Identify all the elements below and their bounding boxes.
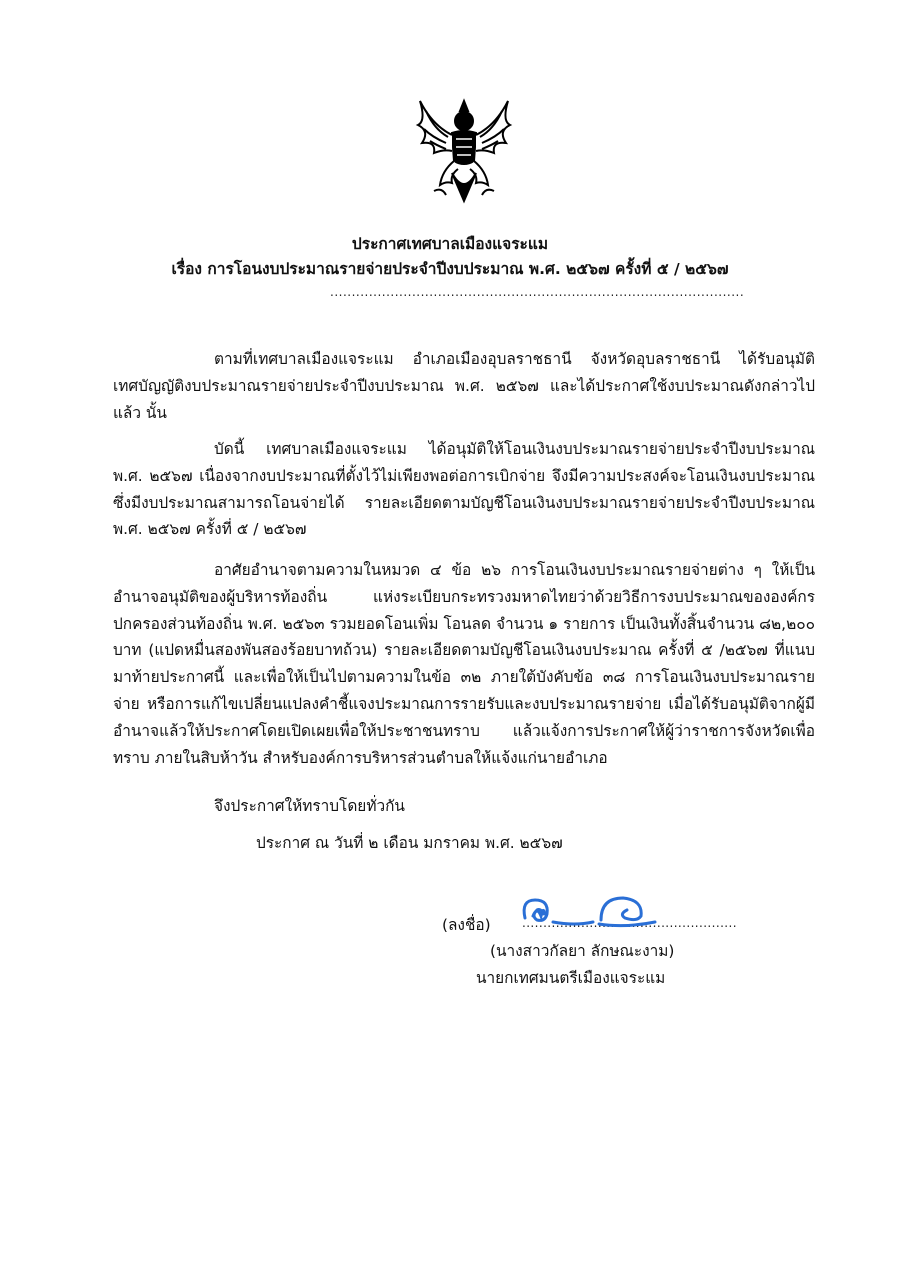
- closing-statement: จึงประกาศให้ทราบโดยทั่วกัน: [214, 797, 405, 815]
- signature-dotted-line: ...................................................: [522, 916, 737, 930]
- paragraph-2: บัดนี้ เทศบาลเมืองแจระแม ได้อนุมัติให้โอนเงินงบประมาณรายจ่ายประจำปีงบประมาณ พ.ศ. ๒๕๖๗ เนื่องจากงบประมาณที่ตั้งไว้ไม่เพียงพอต่อการเบิกจ่าย จึงมีความประสงค์จะโอนเงินงบประมาณซึ่งมีงบประมาณสามารถโอนจ่ายได้ รายละเอียดตามบัญชีโอนเงินงบประมาณรายจ่ายประจำปีงบประมาณ พ.ศ. ๒๕๖๗ ครั้งที่ ๕ / ๒๕๖๗: [113, 440, 815, 539]
- announcement-title: ประกาศเทศบาลเมืองแจระแม: [351, 235, 549, 253]
- announcement-subject: เรื่อง การโอนงบประมาณรายจ่ายประจำปีงบประมาณ พ.ศ. ๒๕๖๗ ครั้งที่ ๕ / ๒๕๖๗: [171, 260, 729, 278]
- signature-label: (ลงชื่อ): [442, 916, 491, 934]
- handwritten-signature-icon: [515, 892, 665, 932]
- paragraph-3: อาศัยอำนาจตามความในหมวด ๔ ข้อ ๒๖ การโอนเงินงบประมาณรายจ่ายต่าง ๆ ให้เป็นอำนาจอนุมัติของผู้บริหารท้องถิ่น แห่งระเบียบกระทรวงมหาดไทยว่าด้วยวิธีการงบประมาณขององค์กรปกครองส่วนท้องถิ่น พ.ศ. ๒๕๖๓ รวมยอดโอนเพิ่ม โอนลด จำนวน ๑ รายการ เป็นเงินทั้งสิ้นจำนวน ๘๒,๒๐๐ บาท (แปดหมื่นสองพันสองร้อยบาทถ้วน) รายละเอียดตามบัญชีโอนเงินงบประมาณ ครั้งที่ ๕ /๒๕๖๗ ที่แนบมาท้ายประกาศนี้ และเพื่อให้เป็นไปตามความในข้อ ๓๒ ภายใต้บังคับข้อ ๓๘ การโอนเงินงบประมาณรายจ่าย หรือการแก้ไขเปลี่ยนแปลงคำชี้แจงประมาณการรายรับและงบประมาณรายจ่าย เมื่อได้รับอนุมัติจากผู้มีอำนาจแล้วให้ประกาศโดยเปิดเผยเพื่อให้ประชาชนทราบ แล้วแจ้งการประกาศให้ผู้ว่าราชการจังหวัดเพื่อทราบ ภายในสิบห้าวัน สำหรับองค์การบริหารส่วนตำบลให้แจ้งแก่นายอำเภอ: [113, 561, 815, 767]
- garuda-emblem-icon: [412, 95, 516, 207]
- signer-position: นายกเทศมนตรีเมืองแจระแม: [476, 969, 666, 987]
- announcement-date: ประกาศ ณ วันที่ ๒ เดือน มกราคม พ.ศ. ๒๕๖๗: [256, 834, 563, 852]
- title-divider: ................................................................................................: [330, 285, 745, 299]
- paragraph-1: ตามที่เทศบาลเมืองแจระแม อำเภอเมืองอุบลราชธานี จังหวัดอุบลราชธานี ได้รับอนุมัติเทศบัญญัติงบประมาณรายจ่ายประจำปีงบประมาณ พ.ศ. ๒๕๖๗ และได้ประกาศใช้งบประมาณดังกล่าวไปแล้ว นั้น: [113, 350, 815, 422]
- signer-name: (นางสาวกัลยา ลักษณะงาม): [490, 942, 675, 960]
